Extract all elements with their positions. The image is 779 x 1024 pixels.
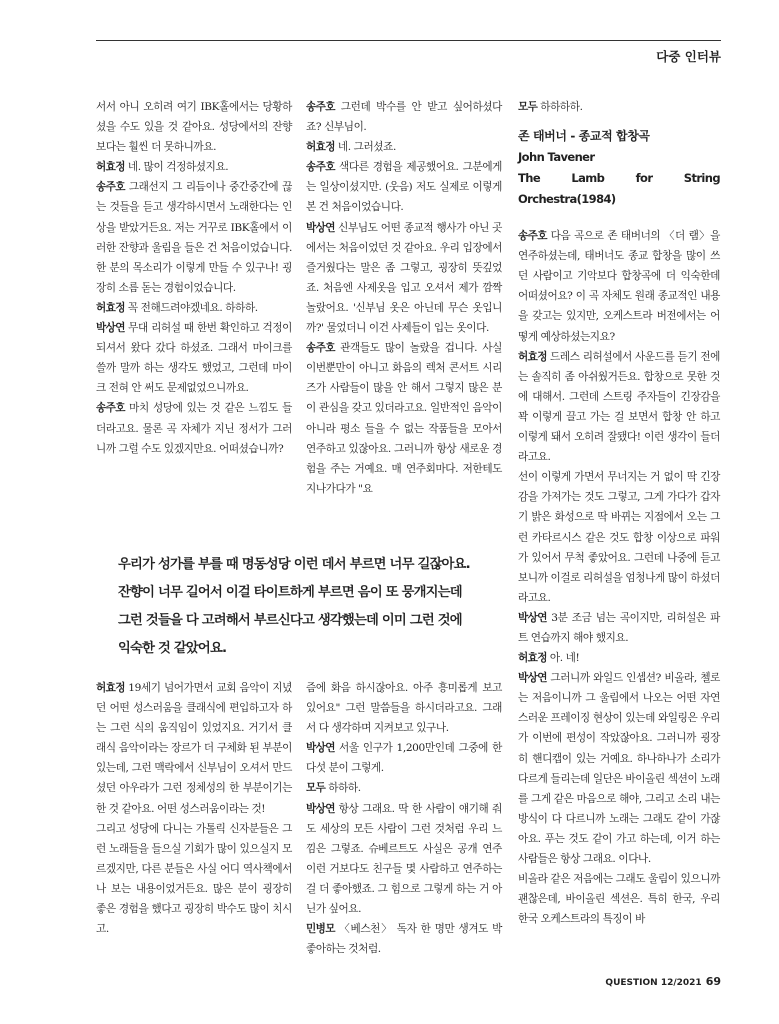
pull-quote-line: 우리가 성가를 부를 때 명동성당 이런 데서 부르면 너무 길잖아요. <box>118 557 470 572</box>
interview-paragraph <box>306 919 502 959</box>
speaker-name: 민병모 <box>306 923 335 936</box>
column-1-bottom <box>96 678 292 939</box>
paragraph-text: 무대 리허설 때 한번 확인하고 걱정이 되셔서 왔다 갔다 하셨죠. 그래서 마이크를 쓸까 말까 하는 생각도 했었고, 그런데 마이크 전혀 안 써도 문제없었으니까요. <box>96 322 292 395</box>
speaker-name: 허효정 <box>96 682 125 694</box>
paragraph-text: 네. 그러셨죠. <box>334 141 396 154</box>
interview-paragraph <box>306 338 502 499</box>
paragraph-text: 그래선지 그 리듬이나 중간중간에 끊는 것들을 듣고 생각하시면서 노래한다는 인상을 받았거든요. 저는 거꾸로 IBK홀에서 이러한 잔향과 울림을 들은 건 처음이었습니다. 한 분의 목소리가 이렇게 만들 수 있구나! 굉장히 소름 돋는 경험이었습니다. <box>96 181 292 294</box>
column-1-top <box>96 97 292 459</box>
paragraph-text: 그러니까 와일드 인셉션? 비올라, 첼로는 저음이니까 그 울림에서 나오는 어떤 자연스러운 프레이징 현상이 있는데 와일링은 우리가 이번에 편성이 작았잖아요. 그러니까 굉장히 핸디캡이 있는 거예요. 하나하나가 소리가 다르게 들리는데 일단은 바이올린 섹션이 노래를 그게 같은 마음으로 해야, 그리고 소리 내는 방식이 다 다르니까 노래는 그래도 같이 가잖아요. 푸는 것도 같이 가고 하는데, 이거 하는 사람들은 항상 그래요. 이다나. <box>518 672 720 865</box>
speaker-name: 송주호 <box>306 101 335 113</box>
paragraph-text: 마치 성당에 있는 것 같은 느낌도 들더라고요. 물론 곡 자체가 지닌 정서가 그러니까 그럴 수도 있겠지만요. 어떠셨습니까? <box>96 402 292 455</box>
paragraph-text: 비올라 같은 저음에는 그래도 울림이 있으니까 괜찮은데, 바이올린 섹션은. 특히 한국, 우리 한국 오케스트라의 특징이 바 <box>518 873 720 926</box>
speaker-name: 박상연 <box>306 742 335 755</box>
column-3 <box>518 97 720 929</box>
interview-paragraph <box>518 467 720 608</box>
song-title-english: The Lamb for String Orchestra(1984) <box>518 171 720 207</box>
speaker-name: 박상연 <box>306 802 335 815</box>
speaker-name: 박상연 <box>518 611 547 624</box>
song-title-english: John Tavener <box>518 150 595 165</box>
interview-paragraph <box>518 97 720 117</box>
interview-paragraph <box>96 177 292 298</box>
pull-quote-line: 그런 것들을 다 고려해서 부르신다고 생각했는데 이미 그런 것에 <box>118 613 462 628</box>
interview-paragraph <box>306 218 502 339</box>
paragraph-text: 관객들도 많이 놀랐을 겁니다. 사실 이번뿐만이 아니고 화음의 렉처 콘서트 시리즈가 사람들이 많을 안 해서 그렇지 많은 분이 관심을 갖고 있더라고요. 일반적인 음악이 아니라 평소 들을 수 없는 작품들을 모아서 연주하고 있잖아요. 그러니까 항상 새로운 경험을 주는 거예요. 매 연주회마다. 저한테도 지나가다가 "요 <box>306 342 502 495</box>
speaker-name: 박상연 <box>96 322 125 335</box>
interview-paragraph <box>306 738 502 778</box>
interview-paragraph <box>518 648 720 668</box>
speaker-name: 박상연 <box>306 221 335 234</box>
paragraph-text: 드레스 리허설에서 사운드를 듣기 전에는 솔직히 좀 아쉬웠거든요. 합창으로 못한 것에 대해서. 그런데 스트링 주자들이 긴장감을 꽉 이렇게 끌고 가는 걸 보면서 합창 안 하고 이렇게 돼서 오히려 잘됐다! 이런 생각이 들더라고요. <box>518 350 720 464</box>
speaker-name: 송주호 <box>306 161 335 174</box>
paragraph-text: 선이 이렇게 가면서 무너지는 거 없이 딱 긴장감을 가져가는 것도 그렇고, 그게 가다가 갑자기 밝은 화성으로 딱 바뀌는 지점에서 오는 그런 카타르시스 같은 것도 합창 이상으로 파워가 있어서 무척 좋았어요. 그런데 나중에 듣고 보니까 이걸로 리허설을 엄청나게 많이 하셨더라고요. <box>518 471 720 604</box>
speaker-name: 허효정 <box>518 652 547 665</box>
interview-paragraph <box>306 157 502 217</box>
paragraph-text: 하하하하. <box>537 101 583 113</box>
page-footer <box>605 975 721 988</box>
interview-paragraph <box>518 869 720 929</box>
interview-paragraph <box>306 678 502 738</box>
interview-paragraph <box>518 347 720 468</box>
paragraph-text: 그리고 성당에 다니는 가톨릭 신자분들은 그런 노래들을 들으실 기회가 많이 있으실지 모르겠지만, 다른 분들은 사실 어디 역사책에서나 보는 내용이었거든요. 많은 분이 굉장히 좋은 경험을 했다고 굉장히 박수도 많이 치시고. <box>96 822 292 936</box>
speaker-name: 모두 <box>518 101 538 113</box>
interview-paragraph <box>96 97 292 157</box>
paragraph-text: 색다른 경험을 제공했어요. 그분에게는 일상이셨지만. (웃음) 저도 실제로 이렇게 본 건 처음이었습니다. <box>306 161 502 214</box>
page-number: 69 <box>705 975 721 988</box>
interview-paragraph <box>518 668 720 869</box>
paragraph-text: 하하하. <box>325 782 361 795</box>
speaker-name: 송주호 <box>96 181 125 194</box>
paragraph-text: 〈베스천〉 독자 한 명만 생겨도 박 좋아하는 것처럼. <box>306 923 502 956</box>
speaker-name: 허효정 <box>306 141 335 154</box>
speaker-name: 허효정 <box>96 161 125 174</box>
interview-paragraph <box>96 318 292 398</box>
interview-paragraph <box>306 799 502 920</box>
speaker-name: 허효정 <box>518 350 547 363</box>
magazine-issue: QUESTION 12/2021 <box>605 978 702 988</box>
paragraph-text: 즘에 화음 하시잖아요. 아주 흥미롭게 보고 있어요" 그런 말씀들을 하시더라고요. 그래서 다 생각하며 지켜보고 있구나. <box>306 682 502 735</box>
speaker-name: 송주호 <box>518 230 547 243</box>
interview-paragraph <box>96 298 292 318</box>
column-2-top <box>306 97 502 499</box>
paragraph-text: 아. 네! <box>546 652 580 665</box>
speaker-name: 모두 <box>306 782 326 795</box>
paragraph-text: 항상 그래요. 딱 한 사람이 얘기해 줘도 세상의 모든 사람이 그런 것처럼 우리 느낌은 그렇죠. 슈베르트도 사실은 공개 연주 이런 거보다도 친구들 몇 사람하고 연주하는 걸 더 좋아했죠. 그 힘으로 그렇게 하는 거 아닌가 싶어요. <box>306 802 502 916</box>
song-title: 존 태버너 - 종교적 합창곡 <box>518 129 650 144</box>
speaker-name: 박상연 <box>518 672 547 685</box>
paragraph-text: 꼭 전해드려야겠네요. 하하하. <box>124 301 258 314</box>
paragraph-text: 신부님도 어떤 종교적 행사가 아닌 곳에서는 처음이었던 것 같아요. 우리 입장에서 즐거웠다는 말은 좀 그렇고, 굉장히 뜻깊었죠. 처음엔 사제옷을 입고 오셔서 제가 깜짝 놀랐어요. '신부님 옷은 아닌데 무슨 옷입니까?' 물었더니 이건 사제들이 입는 옷이다. <box>306 221 502 335</box>
interview-paragraph <box>306 137 502 157</box>
paragraph-text: 서서 아니 오히려 여기 IBK홀에서는 당황하셨을 수도 있을 것 같아요. 성당에서의 잔향보다는 훨씬 더 못하니까요. <box>96 101 292 154</box>
paragraph-text: 네. 많이 걱정하셨지요. <box>124 161 229 174</box>
paragraph-text: 서울 인구가 1,200만인데 그중에 한 다섯 분이 그렇게. <box>306 742 502 775</box>
pull-quote <box>118 551 498 663</box>
pull-quote-line: 잔향이 너무 길어서 이걸 타이트하게 부르면 음이 또 뭉개지는데 <box>118 585 462 600</box>
interview-paragraph <box>306 778 502 798</box>
interview-paragraph <box>96 678 292 819</box>
speaker-name: 송주호 <box>96 402 125 415</box>
column-2-bottom <box>306 678 502 959</box>
paragraph-text: 19세기 넘어가면서 교회 음악이 지녔던 어떤 성스러움을 클래식에 편입하고자 하는 그런 식의 움직임이 있었지요. 거기서 클래식 음악이라는 장르가 더 구체화 된 부분이 있는데, 그런 맥락에서 신부님이 오셔서 만드셨던 아우라가 그런 정체성의 한 부분이기는 한 것 같아요. 어떤 성스러움이라는 것! <box>96 682 292 815</box>
section-label: 다중 인터뷰 <box>656 49 721 64</box>
speaker-name: 송주호 <box>306 342 335 355</box>
interview-paragraph <box>518 226 720 347</box>
paragraph-text: 3분 조금 넘는 곡이지만, 리허설은 파트 연습까지 해야 했지요. <box>518 611 720 644</box>
interview-paragraph <box>306 97 502 137</box>
pull-quote-line: 익숙한 것 같았어요. <box>118 641 227 656</box>
speaker-name: 허효정 <box>96 301 125 314</box>
header-rule <box>96 40 721 41</box>
interview-paragraph <box>96 398 292 458</box>
interview-paragraph <box>96 819 292 940</box>
paragraph-text: 그런데 박수를 안 받고 싶어하셨다죠? 신부님이. <box>306 101 502 134</box>
paragraph-text: 다음 곡으로 존 태버너의 〈더 램〉을 연주하셨는데, 태버너도 종교 합창을 많이 쓰던 사람이고 기악보다 합창곡에 더 익숙한데 어떠셨어요? 이 곡 자체도 원래 종교적인 내용을 갖고는 있지만, 오케스트라 버전에서는 어떻게 예상하셨는지요? <box>518 230 720 343</box>
interview-paragraph <box>96 157 292 177</box>
interview-paragraph <box>518 608 720 648</box>
spacer <box>518 210 720 226</box>
